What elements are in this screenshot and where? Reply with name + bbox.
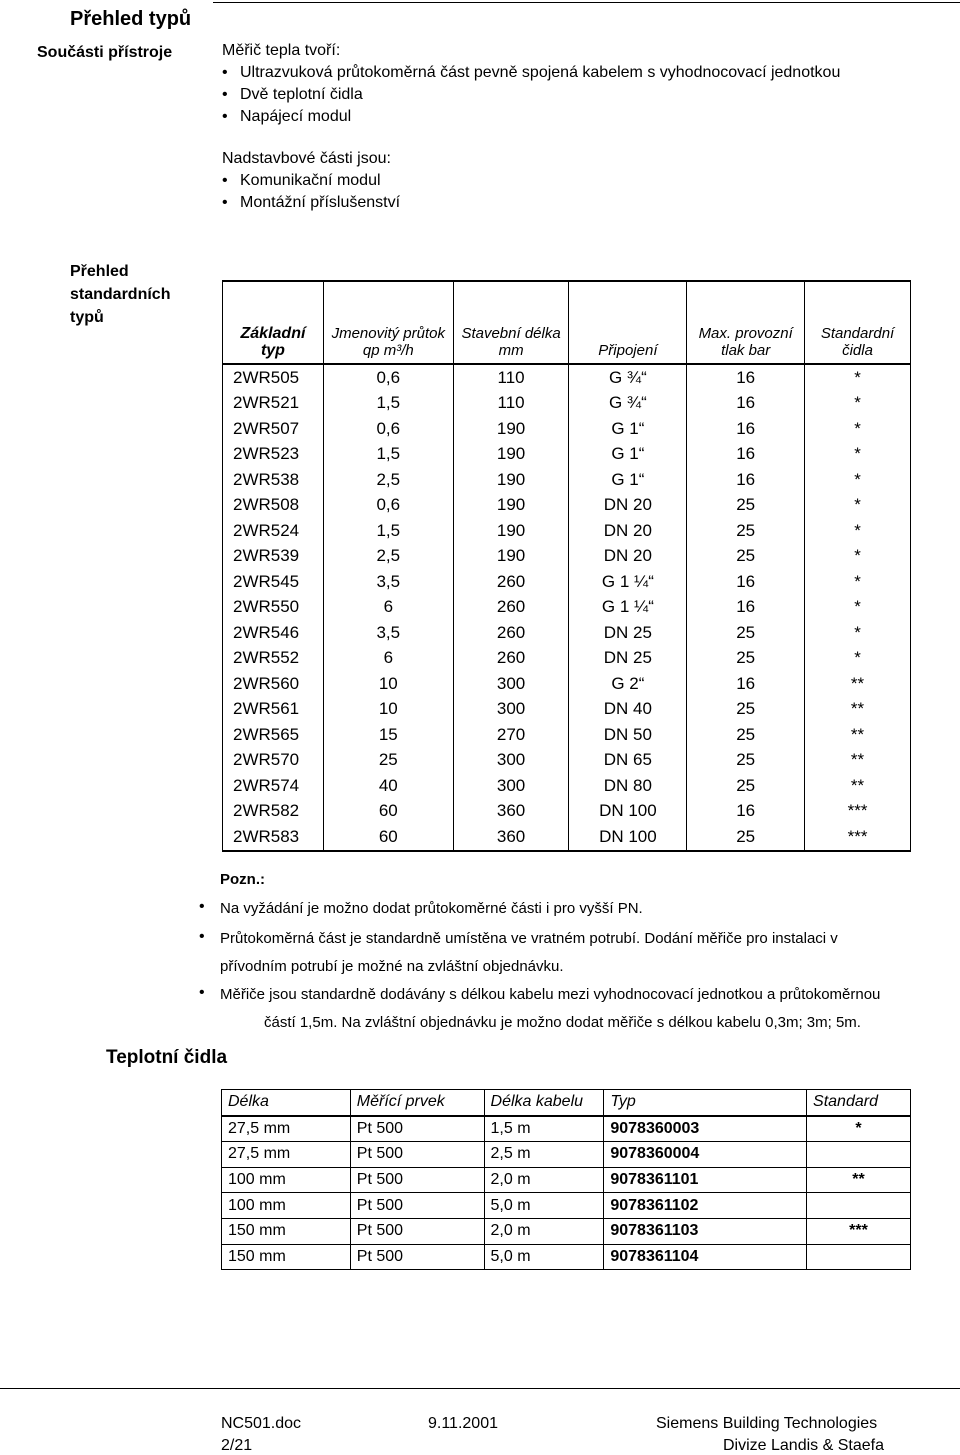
- cell-model: 2WR524: [223, 518, 324, 544]
- cell-sensors: *: [805, 467, 911, 493]
- cell-pressure: 25: [687, 824, 805, 851]
- components-list: [210, 62, 840, 128]
- cell-pressure: 25: [687, 493, 805, 519]
- cell-model: 2WR583: [223, 824, 324, 851]
- col-header-connection: Připojení: [569, 281, 687, 364]
- standard-types-table: [222, 280, 911, 852]
- cell-length: 260: [453, 646, 569, 672]
- cell-model: 2WR552: [223, 646, 324, 672]
- cell-flow: 1,5: [323, 391, 453, 417]
- cell-flow: 60: [323, 824, 453, 851]
- cell-flow: 10: [323, 697, 453, 723]
- cell-length: 300: [453, 671, 569, 697]
- cell-length: 300: [453, 697, 569, 723]
- cell-sensors: **: [805, 773, 911, 799]
- cell-sensors: *: [805, 391, 911, 417]
- cell-flow: 3,5: [323, 620, 453, 646]
- table-row: [223, 595, 911, 621]
- cell-model: 2WR539: [223, 544, 324, 570]
- table-row: [222, 1218, 911, 1244]
- cell-sensors: *: [805, 416, 911, 442]
- table-row: [223, 518, 911, 544]
- cell-type: 9078360004: [604, 1142, 807, 1168]
- cell-pressure: 16: [687, 595, 805, 621]
- addon-list: [210, 170, 400, 214]
- note-3b: částí 1,5m. Na zvláštní objednávku je možno dodat měřiče s délkou kabelu 0,3m; 3m; 5m.: [264, 1014, 861, 1031]
- cell-model: 2WR521: [223, 391, 324, 417]
- footer-rule: [0, 1388, 960, 1389]
- table-row: [223, 391, 911, 417]
- cell-pressure: 25: [687, 773, 805, 799]
- cell-connection: DN 20: [569, 493, 687, 519]
- cell-length: 190: [453, 467, 569, 493]
- cell-connection: DN 50: [569, 722, 687, 748]
- cell-pressure: 16: [687, 364, 805, 391]
- note-2b: přívodním potrubí je možné na zvláštní objednávku.: [220, 958, 564, 975]
- cell-connection: DN 100: [569, 824, 687, 851]
- cell-connection: DN 80: [569, 773, 687, 799]
- cell-length: 150 mm: [222, 1218, 351, 1244]
- cell-standard: **: [807, 1167, 911, 1193]
- page-title: Přehled typů: [70, 8, 192, 30]
- table-header-row: [222, 1090, 911, 1116]
- cell-type: 9078361102: [604, 1193, 807, 1219]
- table-row: [222, 1142, 911, 1168]
- cell-model: 2WR561: [223, 697, 324, 723]
- cell-length: 190: [453, 544, 569, 570]
- sensors-heading: Teplotní čidla: [106, 1047, 228, 1068]
- footer-file: NC501.doc: [221, 1415, 302, 1432]
- cell-model: 2WR574: [223, 773, 324, 799]
- cell-model: 2WR538: [223, 467, 324, 493]
- cell-length: 27,5 mm: [222, 1116, 351, 1142]
- cell-length: 27,5 mm: [222, 1142, 351, 1168]
- cell-length: 190: [453, 518, 569, 544]
- note-1: Na vyžádání je možno dodat průtokoměrné části i pro vyšší PN.: [220, 900, 643, 917]
- cell-pressure: 16: [687, 569, 805, 595]
- list-item: • Komunikační modul: [210, 170, 400, 192]
- cell-model: 2WR505: [223, 364, 324, 391]
- col-header-flow: Jmenovitý průtok qp m³/h: [323, 281, 453, 364]
- cell-pressure: 25: [687, 518, 805, 544]
- cell-pressure: 16: [687, 671, 805, 697]
- cell-standard: [807, 1193, 911, 1219]
- cell-standard: [807, 1244, 911, 1270]
- cell-length: 300: [453, 773, 569, 799]
- cell-pressure: 16: [687, 416, 805, 442]
- cell-flow: 0,6: [323, 416, 453, 442]
- col-header-pressure: Max. provozní tlak bar: [687, 281, 805, 364]
- cell-sensors: *: [805, 364, 911, 391]
- col-header: Délka kabelu: [484, 1090, 604, 1116]
- top-rule: [213, 2, 960, 3]
- cell-length: 190: [453, 493, 569, 519]
- cell-standard: ***: [807, 1218, 911, 1244]
- cell-element: Pt 500: [350, 1193, 484, 1219]
- list-item: • Dvě teplotní čidla: [210, 84, 840, 106]
- cell-connection: DN 25: [569, 646, 687, 672]
- cell-type: 9078361101: [604, 1167, 807, 1193]
- table-row: [222, 1244, 911, 1270]
- cell-length: 100 mm: [222, 1167, 351, 1193]
- cell-sensors: *: [805, 544, 911, 570]
- components-intro: Měřič tepla tvoří:: [222, 42, 341, 59]
- cell-length: 190: [453, 442, 569, 468]
- cell-model: 2WR582: [223, 799, 324, 825]
- footer-division: Divize Landis & Staefa: [723, 1437, 884, 1454]
- cell-flow: 15: [323, 722, 453, 748]
- table-row: [223, 467, 911, 493]
- cell-model: 2WR508: [223, 493, 324, 519]
- cell-flow: 0,6: [323, 364, 453, 391]
- cell-length: 360: [453, 799, 569, 825]
- cell-flow: 3,5: [323, 569, 453, 595]
- cell-connection: G 1“: [569, 442, 687, 468]
- footer-page: 2/21: [221, 1437, 253, 1454]
- cell-element: Pt 500: [350, 1244, 484, 1270]
- col-header-model: Základní typ: [223, 281, 324, 364]
- addon-intro: Nadstavbové části jsou:: [222, 150, 391, 167]
- cell-cable: 2,0 m: [484, 1218, 604, 1244]
- cell-sensors: *: [805, 493, 911, 519]
- col-header-length: Stavební délka mm: [453, 281, 569, 364]
- table-row: [223, 799, 911, 825]
- cell-flow: 40: [323, 773, 453, 799]
- standard-types-heading: Přehled standardních typů: [70, 263, 171, 326]
- col-header: Délka: [222, 1090, 351, 1116]
- cell-model: 2WR560: [223, 671, 324, 697]
- table-row: [222, 1167, 911, 1193]
- cell-sensors: *: [805, 595, 911, 621]
- table-row: [223, 671, 911, 697]
- cell-length: 270: [453, 722, 569, 748]
- table-row: [223, 442, 911, 468]
- cell-length: 150 mm: [222, 1244, 351, 1270]
- cell-flow: 1,5: [323, 518, 453, 544]
- cell-element: Pt 500: [350, 1167, 484, 1193]
- table-row: [223, 416, 911, 442]
- cell-sensors: *: [805, 442, 911, 468]
- cell-pressure: 25: [687, 748, 805, 774]
- col-header: Typ: [604, 1090, 807, 1116]
- cell-connection: DN 20: [569, 544, 687, 570]
- cell-connection: G 1“: [569, 416, 687, 442]
- cell-standard: [807, 1142, 911, 1168]
- list-item: • Ultrazvuková průtokoměrná část pevně spojená kabelem s vyhodnocovací jednotkou: [210, 62, 840, 84]
- cell-connection: DN 100: [569, 799, 687, 825]
- cell-model: 2WR523: [223, 442, 324, 468]
- cell-type: 9078360003: [604, 1116, 807, 1142]
- table-row: [223, 824, 911, 851]
- cell-length: 260: [453, 569, 569, 595]
- cell-connection: G 2“: [569, 671, 687, 697]
- cell-flow: 6: [323, 646, 453, 672]
- table-row: [223, 646, 911, 672]
- cell-flow: 6: [323, 595, 453, 621]
- cell-model: 2WR570: [223, 748, 324, 774]
- cell-length: 110: [453, 364, 569, 391]
- cell-connection: G ¾“: [569, 391, 687, 417]
- cell-length: 260: [453, 620, 569, 646]
- cell-pressure: 25: [687, 697, 805, 723]
- cell-length: 110: [453, 391, 569, 417]
- cell-type: 9078361103: [604, 1218, 807, 1244]
- sensors-table: [221, 1089, 911, 1270]
- cell-sensors: *: [805, 646, 911, 672]
- col-header-sensors: Standardní čidla: [805, 281, 911, 364]
- cell-sensors: *: [805, 569, 911, 595]
- cell-pressure: 16: [687, 391, 805, 417]
- cell-element: Pt 500: [350, 1142, 484, 1168]
- cell-length: 360: [453, 824, 569, 851]
- cell-flow: 2,5: [323, 467, 453, 493]
- cell-pressure: 16: [687, 442, 805, 468]
- table-row: [223, 364, 911, 391]
- bullet: •: [199, 984, 205, 1001]
- list-item: • Napájecí modul: [210, 106, 840, 128]
- cell-pressure: 25: [687, 646, 805, 672]
- cell-connection: DN 40: [569, 697, 687, 723]
- cell-sensors: **: [805, 748, 911, 774]
- cell-sensors: **: [805, 671, 911, 697]
- bullet: •: [199, 928, 205, 945]
- cell-model: 2WR565: [223, 722, 324, 748]
- cell-element: Pt 500: [350, 1218, 484, 1244]
- table-row: [223, 620, 911, 646]
- cell-connection: G 1 ¼“: [569, 595, 687, 621]
- cell-connection: G 1 ¼“: [569, 569, 687, 595]
- col-header: Měřící prvek: [350, 1090, 484, 1116]
- cell-pressure: 25: [687, 544, 805, 570]
- cell-model: 2WR550: [223, 595, 324, 621]
- cell-flow: 2,5: [323, 544, 453, 570]
- cell-cable: 1,5 m: [484, 1116, 604, 1142]
- cell-pressure: 25: [687, 722, 805, 748]
- notes-label: Pozn.:: [220, 871, 265, 888]
- cell-sensors: ***: [805, 824, 911, 851]
- cell-sensors: **: [805, 697, 911, 723]
- cell-cable: 2,0 m: [484, 1167, 604, 1193]
- cell-pressure: 25: [687, 620, 805, 646]
- bullet: •: [199, 898, 205, 915]
- table-row: [223, 493, 911, 519]
- cell-cable: 5,0 m: [484, 1244, 604, 1270]
- cell-sensors: *: [805, 518, 911, 544]
- table-row: [222, 1193, 911, 1219]
- cell-connection: DN 20: [569, 518, 687, 544]
- cell-cable: 2,5 m: [484, 1142, 604, 1168]
- note-2a: Průtokoměrná část je standardně umístěna ve vratném potrubí. Dodání měřiče pro instalaci v: [220, 930, 838, 947]
- cell-flow: 10: [323, 671, 453, 697]
- cell-length: 260: [453, 595, 569, 621]
- cell-element: Pt 500: [350, 1116, 484, 1142]
- cell-length: 100 mm: [222, 1193, 351, 1219]
- cell-connection: G ¾“: [569, 364, 687, 391]
- cell-sensors: *: [805, 620, 911, 646]
- table-row: [223, 773, 911, 799]
- list-item: • Montážní příslušenství: [210, 192, 400, 214]
- cell-length: 300: [453, 748, 569, 774]
- cell-connection: G 1“: [569, 467, 687, 493]
- cell-flow: 25: [323, 748, 453, 774]
- cell-flow: 60: [323, 799, 453, 825]
- cell-cable: 5,0 m: [484, 1193, 604, 1219]
- cell-length: 190: [453, 416, 569, 442]
- cell-flow: 0,6: [323, 493, 453, 519]
- cell-sensors: ***: [805, 799, 911, 825]
- table-row: [223, 569, 911, 595]
- cell-pressure: 16: [687, 799, 805, 825]
- components-heading: Součásti přístroje: [37, 44, 173, 61]
- cell-pressure: 16: [687, 467, 805, 493]
- table-row: [223, 748, 911, 774]
- cell-connection: DN 25: [569, 620, 687, 646]
- note-3a: Měřiče jsou standardně dodávány s délkou kabelu mezi vyhodnocovací jednotkou a průtokoměrnou: [220, 986, 881, 1003]
- cell-model: 2WR546: [223, 620, 324, 646]
- table-row: [223, 722, 911, 748]
- cell-model: 2WR507: [223, 416, 324, 442]
- footer-date: 9.11.2001: [428, 1415, 498, 1432]
- footer-company: Siemens Building Technologies: [656, 1415, 878, 1432]
- table-row: [222, 1116, 911, 1142]
- table-header-row: [223, 281, 911, 364]
- cell-flow: 1,5: [323, 442, 453, 468]
- table-row: [223, 697, 911, 723]
- col-header: Standard: [807, 1090, 911, 1116]
- cell-connection: DN 65: [569, 748, 687, 774]
- cell-model: 2WR545: [223, 569, 324, 595]
- table-row: [223, 544, 911, 570]
- cell-standard: *: [807, 1116, 911, 1142]
- cell-type: 9078361104: [604, 1244, 807, 1270]
- cell-sensors: **: [805, 722, 911, 748]
